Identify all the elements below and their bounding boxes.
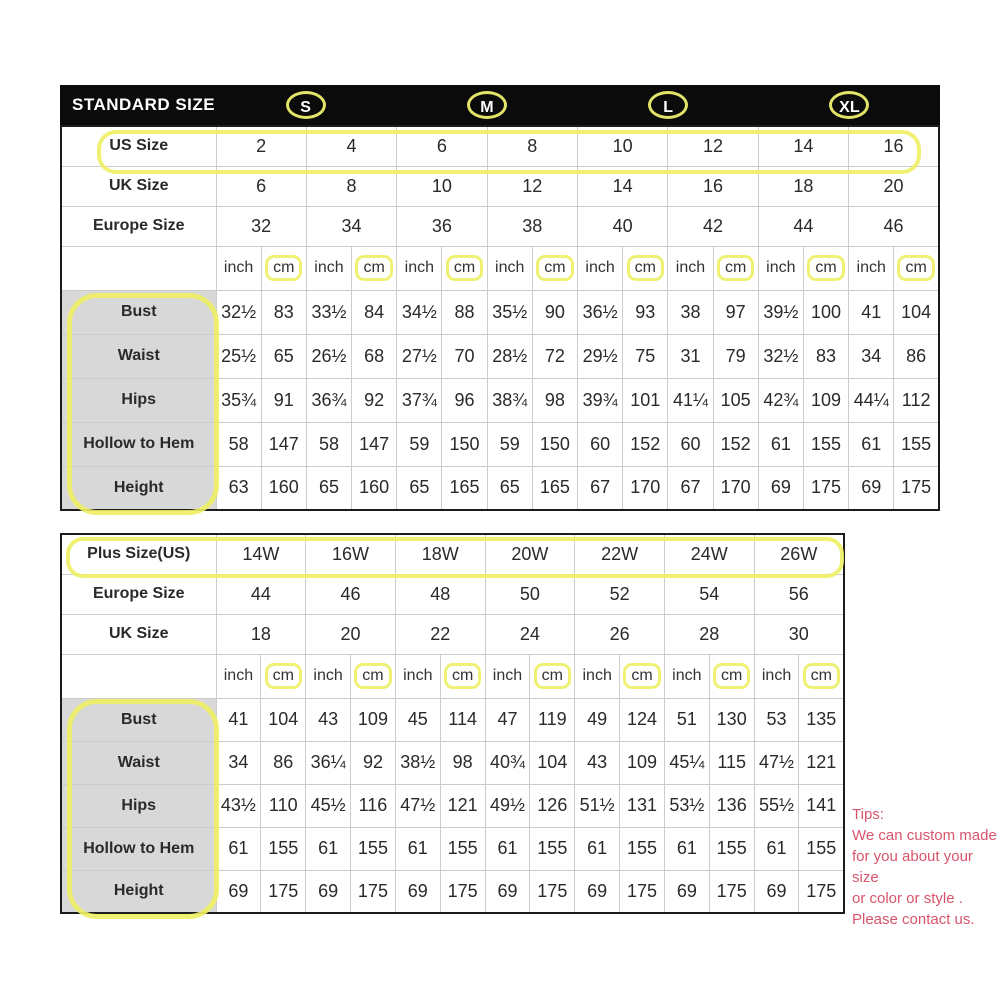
inch-value-cell: 41 (849, 290, 894, 334)
size-value-cell: 6 (397, 126, 487, 166)
cm-value-cell: 165 (442, 466, 487, 510)
size-value-cell: 20W (485, 534, 575, 574)
inch-value-cell: 69 (306, 870, 351, 913)
custom-made-tips (852, 804, 998, 930)
inch-value-cell: 34 (216, 741, 261, 784)
cm-value-cell: 105 (713, 378, 758, 422)
row-units (61, 654, 844, 698)
unit-cm-cell (894, 246, 939, 290)
cm-value-cell: 65 (261, 334, 306, 378)
size-value-cell: 22 (395, 614, 485, 654)
size-value-cell: 12 (487, 166, 577, 206)
cm-value-cell: 86 (894, 334, 939, 378)
cm-value-cell: 160 (261, 466, 306, 510)
cm-value-cell: 121 (440, 784, 485, 827)
size-value-cell: 52 (575, 574, 665, 614)
row-us-size (61, 126, 939, 166)
cm-value-cell: 136 (709, 784, 754, 827)
cm-value-cell: 150 (532, 422, 577, 466)
cm-value-cell: 92 (351, 741, 396, 784)
highlighted-cm-label: cm (355, 255, 392, 281)
unit-inch-cell: inch (664, 654, 709, 698)
inch-value-cell: 42¾ (758, 378, 803, 422)
inch-value-cell: 58 (306, 422, 351, 466)
cm-value-cell: 115 (709, 741, 754, 784)
highlighted-cm-label: cm (623, 663, 660, 689)
inch-value-cell: 55½ (754, 784, 799, 827)
inch-value-cell: 43 (575, 741, 620, 784)
inch-value-cell: 40¾ (485, 741, 530, 784)
inch-value-cell: 36¼ (306, 741, 351, 784)
cm-value-cell: 104 (530, 741, 575, 784)
cm-value-cell: 175 (799, 870, 844, 913)
size-value-cell: 50 (485, 574, 575, 614)
size-value-cell: 2 (216, 126, 306, 166)
cm-value-cell: 100 (803, 290, 848, 334)
cm-value-cell: 72 (532, 334, 577, 378)
size-value-cell: 20 (306, 614, 396, 654)
cm-value-cell: 101 (623, 378, 668, 422)
cm-value-cell: 175 (894, 466, 939, 510)
cm-value-cell: 109 (803, 378, 848, 422)
standard-size-title: STANDARD SIZE (72, 95, 216, 114)
row-europe-size (61, 574, 844, 614)
inch-value-cell: 61 (216, 827, 261, 870)
inch-value-cell: 61 (664, 827, 709, 870)
cm-value-cell: 91 (261, 378, 306, 422)
inch-value-cell: 59 (397, 422, 442, 466)
cm-value-cell: 124 (620, 698, 665, 741)
size-value-cell: 44 (216, 574, 306, 614)
measure-label-hollow-to-hem: Hollow to Hem (61, 422, 216, 466)
cm-value-cell: 83 (803, 334, 848, 378)
row-bust (61, 290, 939, 334)
unit-inch-cell: inch (485, 654, 530, 698)
size-value-cell: 8 (487, 126, 577, 166)
row-label-uk-size: UK Size (61, 614, 216, 654)
size-value-cell: 46 (849, 206, 939, 246)
highlighted-cm-label: cm (803, 663, 840, 689)
size-value-cell: 42 (668, 206, 758, 246)
inch-value-cell: 67 (668, 466, 713, 510)
inch-value-cell: 33½ (306, 290, 351, 334)
inch-value-cell: 65 (306, 466, 351, 510)
cm-value-cell: 175 (351, 870, 396, 913)
inch-value-cell: 25½ (216, 334, 261, 378)
cm-value-cell: 68 (352, 334, 397, 378)
highlighted-cm-label: cm (534, 663, 571, 689)
unit-inch-cell: inch (306, 654, 351, 698)
cm-value-cell: 116 (351, 784, 396, 827)
unit-inch-cell: inch (397, 246, 442, 290)
size-value-cell: 40 (578, 206, 668, 246)
measure-label-hips: Hips (61, 784, 216, 827)
highlighted-cm-label: cm (627, 255, 664, 281)
measure-label-height: Height (61, 466, 216, 510)
unit-inch-cell: inch (668, 246, 713, 290)
standard-size-table (60, 125, 940, 511)
highlighted-cm-label: cm (446, 255, 483, 281)
cm-value-cell: 109 (620, 741, 665, 784)
measure-label-waist: Waist (61, 741, 216, 784)
unit-cm-cell (530, 654, 575, 698)
size-value-cell: 46 (306, 574, 396, 614)
row-uk-size (61, 166, 939, 206)
cm-value-cell: 155 (530, 827, 575, 870)
inch-value-cell: 38 (668, 290, 713, 334)
inch-value-cell: 65 (487, 466, 532, 510)
tips-title: Tips: (852, 806, 884, 823)
unit-cm-cell (351, 654, 396, 698)
cm-value-cell: 93 (623, 290, 668, 334)
inch-value-cell: 49 (575, 698, 620, 741)
row-label-europe-size: Europe Size (61, 206, 216, 246)
size-value-cell: 38 (487, 206, 577, 246)
cm-value-cell: 84 (352, 290, 397, 334)
unit-cm-cell (352, 246, 397, 290)
size-group-l (578, 85, 759, 125)
tips-line: Please contact us. (852, 911, 975, 928)
measure-label-hips: Hips (61, 378, 216, 422)
size-value-cell: 26 (575, 614, 665, 654)
inch-value-cell: 35½ (487, 290, 532, 334)
unit-cm-cell (442, 246, 487, 290)
inch-value-cell: 63 (216, 466, 261, 510)
measure-label-height: Height (61, 870, 216, 913)
inch-value-cell: 47½ (754, 741, 799, 784)
row-waist (61, 334, 939, 378)
inch-value-cell: 39¾ (578, 378, 623, 422)
inch-value-cell: 61 (395, 827, 440, 870)
inch-value-cell: 43½ (216, 784, 261, 827)
row-hollow-to-hem (61, 827, 844, 870)
size-value-cell: 44 (758, 206, 848, 246)
inch-value-cell: 53½ (664, 784, 709, 827)
inch-value-cell: 67 (578, 466, 623, 510)
size-value-cell: 54 (664, 574, 754, 614)
highlighted-cm-label: cm (807, 255, 844, 281)
cm-value-cell: 130 (709, 698, 754, 741)
size-value-cell: 22W (575, 534, 665, 574)
cm-value-cell: 104 (894, 290, 939, 334)
inch-value-cell: 61 (575, 827, 620, 870)
size-value-cell: 4 (306, 126, 396, 166)
inch-value-cell: 29½ (578, 334, 623, 378)
cm-value-cell: 135 (799, 698, 844, 741)
unit-inch-cell: inch (216, 654, 261, 698)
cm-value-cell: 75 (623, 334, 668, 378)
measure-label-bust: Bust (61, 290, 216, 334)
unit-inch-cell: inch (758, 246, 803, 290)
inch-value-cell: 60 (668, 422, 713, 466)
highlighted-cm-label: cm (536, 255, 573, 281)
inch-value-cell: 38¾ (487, 378, 532, 422)
size-value-cell: 30 (754, 614, 844, 654)
unit-inch-cell: inch (487, 246, 532, 290)
highlighted-cm-label: cm (444, 663, 481, 689)
inch-value-cell: 60 (578, 422, 623, 466)
size-value-cell: 24 (485, 614, 575, 654)
measure-label-bust: Bust (61, 698, 216, 741)
inch-value-cell: 32½ (758, 334, 803, 378)
inch-value-cell: 45 (395, 698, 440, 741)
size-value-cell: 16 (849, 126, 939, 166)
cm-value-cell: 98 (440, 741, 485, 784)
cm-value-cell: 152 (623, 422, 668, 466)
inch-value-cell: 61 (485, 827, 530, 870)
size-value-cell: 16W (306, 534, 396, 574)
plus-size-table (60, 533, 845, 914)
inch-value-cell: 37¾ (397, 378, 442, 422)
standard-size-header (60, 85, 940, 125)
unit-inch-cell: inch (849, 246, 894, 290)
inch-value-cell: 69 (758, 466, 803, 510)
size-value-cell: 14 (578, 166, 668, 206)
size-value-cell: 20 (849, 166, 939, 206)
highlighted-cm-label: cm (354, 663, 391, 689)
size-group-s (215, 85, 396, 125)
inch-value-cell: 34 (849, 334, 894, 378)
row-label-europe-size: Europe Size (61, 574, 216, 614)
size-value-cell: 16 (668, 166, 758, 206)
cm-value-cell: 170 (713, 466, 758, 510)
highlighted-cm-label: cm (717, 255, 754, 281)
inch-value-cell: 41¼ (668, 378, 713, 422)
size-group-m (396, 85, 577, 125)
row-plus-size-us (61, 534, 844, 574)
unit-inch-cell: inch (306, 246, 351, 290)
inch-value-cell: 34½ (397, 290, 442, 334)
inch-value-cell: 35¾ (216, 378, 261, 422)
unit-cm-cell (261, 246, 306, 290)
inch-value-cell: 47½ (395, 784, 440, 827)
cm-value-cell: 98 (532, 378, 577, 422)
inch-value-cell: 51½ (575, 784, 620, 827)
inch-value-cell: 69 (216, 870, 261, 913)
inch-value-cell: 69 (395, 870, 440, 913)
highlighted-cm-label: cm (713, 663, 750, 689)
row-waist (61, 741, 844, 784)
cm-value-cell: 126 (530, 784, 575, 827)
size-value-cell: 56 (754, 574, 844, 614)
unit-cm-cell (261, 654, 306, 698)
size-value-cell: 10 (578, 126, 668, 166)
unit-inch-cell: inch (578, 246, 623, 290)
cm-value-cell: 110 (261, 784, 306, 827)
unit-cm-cell (709, 654, 754, 698)
measure-label-hollow-to-hem: Hollow to Hem (61, 827, 216, 870)
inch-value-cell: 38½ (395, 741, 440, 784)
row-label-uk-size: UK Size (61, 166, 216, 206)
size-value-cell: 14W (216, 534, 306, 574)
unit-cm-cell (713, 246, 758, 290)
size-value-cell: 36 (397, 206, 487, 246)
cm-value-cell: 175 (620, 870, 665, 913)
cm-value-cell: 175 (440, 870, 485, 913)
cm-value-cell: 175 (709, 870, 754, 913)
unit-cm-cell (799, 654, 844, 698)
row-hips (61, 378, 939, 422)
unit-inch-cell: inch (395, 654, 440, 698)
cm-value-cell: 92 (352, 378, 397, 422)
size-value-cell: 26W (754, 534, 844, 574)
unit-row-label-spacer (61, 654, 216, 698)
inch-value-cell: 41 (216, 698, 261, 741)
cm-value-cell: 121 (799, 741, 844, 784)
tips-line: We can custom made (852, 827, 997, 844)
inch-value-cell: 49½ (485, 784, 530, 827)
inch-value-cell: 59 (487, 422, 532, 466)
size-value-cell: 32 (216, 206, 306, 246)
cm-value-cell: 104 (261, 698, 306, 741)
size-value-cell: 24W (664, 534, 754, 574)
cm-value-cell: 155 (803, 422, 848, 466)
cm-value-cell: 88 (442, 290, 487, 334)
size-value-cell: 34 (306, 206, 396, 246)
row-uk-size (61, 614, 844, 654)
row-label-us-size: US Size (61, 126, 216, 166)
unit-cm-cell (620, 654, 665, 698)
inch-value-cell: 69 (664, 870, 709, 913)
cm-value-cell: 150 (442, 422, 487, 466)
cm-value-cell: 155 (894, 422, 939, 466)
cm-value-cell: 70 (442, 334, 487, 378)
inch-value-cell: 61 (849, 422, 894, 466)
row-label-plus-size-us: Plus Size(US) (61, 534, 216, 574)
cm-value-cell: 175 (803, 466, 848, 510)
measure-label-waist: Waist (61, 334, 216, 378)
inch-value-cell: 43 (306, 698, 351, 741)
inch-value-cell: 53 (754, 698, 799, 741)
size-value-cell: 18 (216, 614, 306, 654)
inch-value-cell: 61 (758, 422, 803, 466)
unit-inch-cell: inch (754, 654, 799, 698)
cm-value-cell: 114 (440, 698, 485, 741)
size-m-circled-label: M (467, 91, 507, 119)
cm-value-cell: 175 (261, 870, 306, 913)
unit-cm-cell (803, 246, 848, 290)
inch-value-cell: 36½ (578, 290, 623, 334)
cm-value-cell: 83 (261, 290, 306, 334)
cm-value-cell: 155 (261, 827, 306, 870)
tips-line: or color or style . (852, 890, 963, 907)
cm-value-cell: 175 (530, 870, 575, 913)
inch-value-cell: 45¼ (664, 741, 709, 784)
size-s-circled-label: S (286, 91, 326, 119)
cm-value-cell: 97 (713, 290, 758, 334)
cm-value-cell: 155 (799, 827, 844, 870)
cm-value-cell: 79 (713, 334, 758, 378)
cm-value-cell: 160 (352, 466, 397, 510)
inch-value-cell: 69 (754, 870, 799, 913)
unit-cm-cell (440, 654, 485, 698)
inch-value-cell: 51 (664, 698, 709, 741)
tips-line: for you about your size (852, 848, 973, 886)
cm-value-cell: 96 (442, 378, 487, 422)
unit-inch-cell: inch (216, 246, 261, 290)
cm-value-cell: 131 (620, 784, 665, 827)
highlighted-cm-label: cm (265, 663, 302, 689)
size-group-labels (215, 85, 940, 125)
cm-value-cell: 147 (352, 422, 397, 466)
row-hips (61, 784, 844, 827)
size-value-cell: 14 (758, 126, 848, 166)
inch-value-cell: 28½ (487, 334, 532, 378)
cm-value-cell: 141 (799, 784, 844, 827)
cm-value-cell: 109 (351, 698, 396, 741)
unit-cm-cell (623, 246, 668, 290)
unit-inch-cell: inch (575, 654, 620, 698)
inch-value-cell: 61 (754, 827, 799, 870)
row-units (61, 246, 939, 290)
unit-row-label-spacer (61, 246, 216, 290)
highlighted-cm-label: cm (897, 255, 934, 281)
inch-value-cell: 69 (575, 870, 620, 913)
size-value-cell: 8 (306, 166, 396, 206)
size-value-cell: 10 (397, 166, 487, 206)
unit-cm-cell (532, 246, 577, 290)
cm-value-cell: 112 (894, 378, 939, 422)
row-height (61, 870, 844, 913)
inch-value-cell: 36¾ (306, 378, 351, 422)
inch-value-cell: 47 (485, 698, 530, 741)
cm-value-cell: 147 (261, 422, 306, 466)
row-europe-size (61, 206, 939, 246)
cm-value-cell: 119 (530, 698, 575, 741)
size-xl-circled-label: XL (829, 91, 869, 119)
size-value-cell: 28 (664, 614, 754, 654)
inch-value-cell: 39½ (758, 290, 803, 334)
cm-value-cell: 86 (261, 741, 306, 784)
cm-value-cell: 152 (713, 422, 758, 466)
inch-value-cell: 32½ (216, 290, 261, 334)
row-height (61, 466, 939, 510)
inch-value-cell: 45½ (306, 784, 351, 827)
size-group-xl (759, 85, 940, 125)
cm-value-cell: 170 (623, 466, 668, 510)
size-value-cell: 6 (216, 166, 306, 206)
cm-value-cell: 155 (440, 827, 485, 870)
cm-value-cell: 155 (351, 827, 396, 870)
inch-value-cell: 69 (849, 466, 894, 510)
inch-value-cell: 26½ (306, 334, 351, 378)
inch-value-cell: 44¼ (849, 378, 894, 422)
size-value-cell: 12 (668, 126, 758, 166)
cm-value-cell: 155 (620, 827, 665, 870)
row-hollow-to-hem (61, 422, 939, 466)
inch-value-cell: 58 (216, 422, 261, 466)
size-value-cell: 18W (395, 534, 485, 574)
cm-value-cell: 155 (709, 827, 754, 870)
cm-value-cell: 90 (532, 290, 577, 334)
row-bust (61, 698, 844, 741)
size-value-cell: 18 (758, 166, 848, 206)
size-l-circled-label: L (648, 91, 688, 119)
size-value-cell: 48 (395, 574, 485, 614)
inch-value-cell: 61 (306, 827, 351, 870)
highlighted-cm-label: cm (265, 255, 302, 281)
inch-value-cell: 69 (485, 870, 530, 913)
inch-value-cell: 65 (397, 466, 442, 510)
inch-value-cell: 27½ (397, 334, 442, 378)
inch-value-cell: 31 (668, 334, 713, 378)
cm-value-cell: 165 (532, 466, 577, 510)
